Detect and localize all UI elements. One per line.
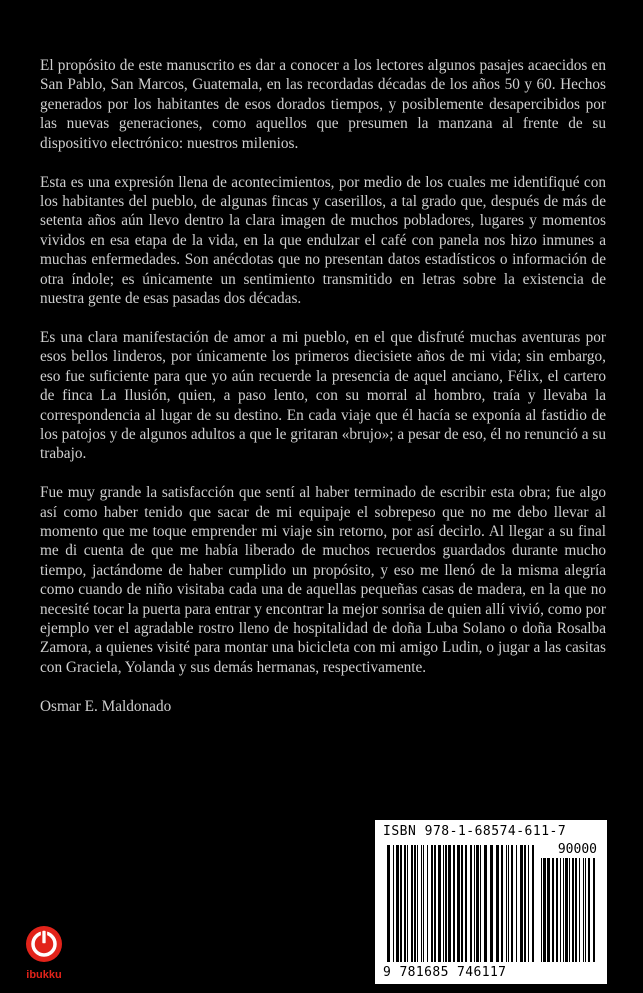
barcode-bar (393, 845, 394, 962)
barcode-bar (470, 845, 472, 962)
barcode-bar (583, 858, 584, 962)
barcode-bar (541, 858, 542, 962)
barcode-bar (569, 858, 570, 962)
paragraph-4: Fue muy grande la satisfacción que sentí al haber terminado de escribir esta obra; fue algo así como haber tenido que sacar de mi equipaje el sobrepeso que no me debo llevar al momento que me toque emprender mi viaje sin retorno, por así decirlo. Al llegar a su final me di cuenta de que me había liberado de muchos recuerdos guardados durante mucho tiempo, jactándome de haber cumplido un propósito, y eso me llenó de la misma alegría como cuando de niño visitaba cada una de aquellas pequeñas casas de madera, en la que no necesité tocar la puerta para entrar y encontrar la mejor sonrisa de quien allí vivió, como por ejemplo ver el agradable rostro lleno de hospitalidad de doña Luba Solano o doña Rosalba Zamora, a quienes visité para montar una bicicleta con mi amigo Ludin, o jugar a las casitas con Graciela, Yolanda y sus demás hermanas, respectivamente. (40, 484, 606, 676)
price-code: 90000 (557, 842, 597, 857)
barcode-bar (431, 845, 433, 962)
power-circle-icon (42, 930, 47, 944)
barcode-digits: 9 781685 746117 (383, 965, 507, 980)
barcode-bar (387, 845, 390, 962)
barcode-bar (506, 845, 507, 962)
barcode-bar (511, 845, 513, 962)
barcode-bar (445, 845, 447, 962)
paragraph-2: Esta es una expresión llena de acontecimientos, por medio de los cuales me identifiqué con los habitantes del pueblo, de algunas fincas y caserillos, a tal grado que, después de más de setenta años aún llevo dentro la clara imagen de muchos pobladores, lugares y momentos vividos en esa etapa de la vida, en la que endulzar el café con panela nos hizo inmunes a muchas enfermedades. Son anécdotas que no presentan datos estadísticos o información de otra índole; es únicamente un sentimiento transmitido en letras sobre la existencia de nuestra gente de esas pasadas dos décadas. (40, 173, 606, 307)
barcode-bar (400, 845, 402, 962)
barcode-bar (465, 845, 467, 962)
barcode-bar (434, 845, 436, 962)
barcode-bar (563, 858, 564, 962)
barcode-bar (532, 845, 534, 962)
barcode-bar (404, 845, 406, 962)
barcode-bar (490, 845, 493, 962)
barcode-bar (565, 858, 568, 962)
barcode-bar (579, 858, 580, 962)
barcode-bar (453, 845, 455, 962)
barcode-bar (443, 845, 444, 962)
paragraph-1: El propósito de este manuscrito es dar a conocer a los lectores algunos pasajes acaecidos en San Pablo, San Marcos, Guatemala, en las recordadas décadas de los años 50 y 60. Hechos generados por los habitantes de esos dorados tiempos, y posiblemente desapercibidos por las nuevas generaciones, como aquellos que presumen la manzana al frente de su dispositivo electrónico: nuestros milenios. (40, 57, 606, 152)
barcode-bar (588, 858, 590, 962)
author-name: Osmar E. Maldonado (40, 697, 172, 715)
isbn-number: ISBN 978-1-68574-611-7 (383, 824, 567, 839)
barcode-bar (552, 858, 554, 962)
barcode-bar (411, 845, 413, 962)
barcode-bar (556, 858, 558, 962)
barcode-bar (572, 858, 574, 962)
paragraph-3: Es una clara manifestación de amor a mi pueblo, en el que disfruté muchas aventuras por esos bellos linderos, por únicamente los primeros diecisiete años de mi vida; sin embargo, eso fue suficiente para que yo aún recuerde la presencia de aquel anciano, Félix, el cartero de finca La Ilusión, quien, a paso lento, con su morral al hombro, traía y llevaba la correspondencia al lugar de su destino. En cada viaje que él hacía se exponía al fastidio de los patojos y de algunos adultos a que le gritaran «brujo»; a pesar de eso, él no renunció a su trabajo. (40, 328, 606, 463)
barcode-bar (520, 845, 523, 962)
barcode-bar (427, 845, 428, 962)
barcode-bar (484, 845, 487, 962)
barcode-bar (457, 845, 460, 962)
barcode-bar (414, 845, 416, 962)
barcode-bar (448, 845, 451, 962)
barcode-addon-bars (541, 858, 597, 962)
barcode-bar (496, 845, 499, 962)
isbn-barcode (375, 820, 607, 984)
barcode-bar (516, 845, 517, 962)
barcode-bar (543, 858, 546, 962)
barcode-bar (593, 858, 595, 962)
barcode-bars (387, 845, 535, 962)
barcode-bar (476, 845, 479, 962)
barcode-bar (547, 858, 550, 962)
barcode-bar (524, 845, 526, 962)
barcode-bar (396, 845, 399, 962)
barcode-bar (575, 858, 577, 962)
barcode-bar (528, 845, 529, 962)
barcode-bar (407, 845, 408, 962)
barcode-bar (508, 845, 509, 962)
barcode-bar (421, 845, 422, 962)
barcode-bar (501, 845, 503, 962)
logo-wordmark: ibukku (26, 969, 62, 981)
barcode-bar (461, 845, 463, 962)
barcode-bar (423, 845, 424, 962)
barcode-bar (474, 845, 475, 962)
barcode-bar (480, 845, 481, 962)
barcode-bar (560, 858, 561, 962)
publisher-logo (24, 924, 64, 986)
barcode-bar (585, 858, 586, 962)
back-cover-text (40, 56, 606, 736)
barcode-bar (438, 845, 441, 962)
barcode-bar (417, 845, 418, 962)
